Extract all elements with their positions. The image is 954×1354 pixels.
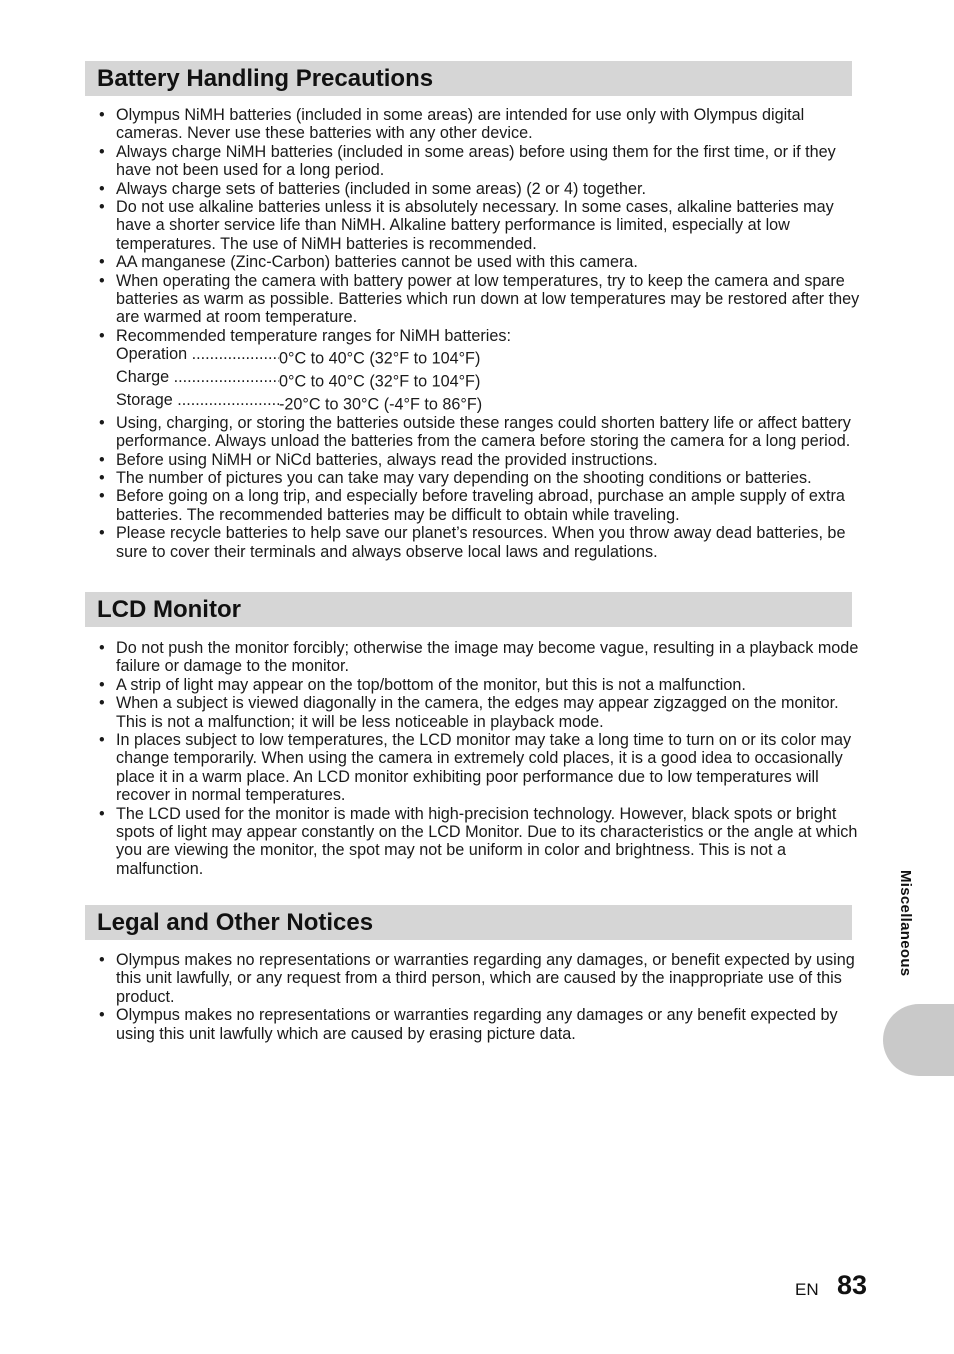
list-item: • The number of pictures you can take may vary depending on the shooting conditions or batteries. xyxy=(85,469,867,487)
list-item: • Olympus makes no representations or warranties regarding any damages or any benefit expected by using this unit lawfully which are caused by erasing picture data. xyxy=(85,1006,867,1043)
list-item: • When operating the camera with battery power at low temperatures, try to keep the camera and spare batteries as warm as possible. Batteries which run down at low temperatures may be restored after they are warmed at room temperature. xyxy=(85,272,867,327)
lcd-section xyxy=(85,592,867,878)
list-item: • Olympus makes no representations or warranties regarding any damages, or benefit expected by using this unit lawfully, or any request from a third person, which are caused by the inappropriate use of this product. xyxy=(85,951,867,1006)
lcd-list xyxy=(85,639,867,878)
list-item: • Olympus NiMH batteries (included in some areas) are intended for use only with Olympus digital cameras. Never use these batteries with any other device. xyxy=(85,106,867,143)
temperature-value: 0°C to 40°C (32°F to 104°F) xyxy=(279,349,481,368)
page-number: 83 xyxy=(837,1270,868,1300)
list-item: • Always charge sets of batteries (included in some areas) (2 or 4) together. xyxy=(85,180,867,198)
temperature-row-operation xyxy=(116,345,867,368)
legal-list xyxy=(85,951,867,1043)
battery-list xyxy=(85,106,867,561)
list-item: • A strip of light may appear on the top/bottom of the monitor, but this is not a malfunction. xyxy=(85,676,867,694)
list-item: • Before going on a long trip, and especially before traveling abroad, purchase an ample supply of extra batteries. The recommended batteries may be difficult to obtain while traveling. xyxy=(85,487,867,524)
list-item: • Always charge NiMH batteries (included in some areas) before using them for the first time, or if they have not been used for a long period. xyxy=(85,143,867,180)
list-item: • Using, charging, or storing the batteries outside these ranges could shorten battery life or affect battery performance. Always unload the batteries from the camera before storing the camera for a long period. xyxy=(85,414,867,451)
lcd-section-title: LCD Monitor xyxy=(85,592,852,627)
chapter-tab-label: Miscellaneous xyxy=(897,870,914,977)
temperature-row-charge xyxy=(116,368,867,391)
temperature-value: 0°C to 40°C (32°F to 104°F) xyxy=(279,372,481,391)
temperature-value: -20°C to 30°C (-4°F to 86°F) xyxy=(279,395,483,414)
list-item: • Do not use alkaline batteries unless it is absolutely necessary. In some cases, alkaline batteries may have a shorter service life than NiMH. Alkaline battery performance is limited, especially at low temperatures. The use of NiMH batteries is recommended. xyxy=(85,198,867,253)
battery-section-title: Battery Handling Precautions xyxy=(85,61,852,96)
list-item: • When a subject is viewed diagonally in the camera, the edges may appear zigzagged on the monitor. This is not a malfunction; it will be less noticeable in playback mode. xyxy=(85,694,867,731)
list-item: • Please recycle batteries to help save our planet’s resources. When you throw away dead batteries, be sure to cover their terminals and always observe local laws and regulations. xyxy=(85,524,867,561)
temperature-label: Operation xyxy=(116,345,188,364)
list-item: • The LCD used for the monitor is made with high-precision technology. However, black spots or bright spots of light may appear constantly on the LCD Monitor. Due to its characteristics or the angle at which you are viewing the monitor, the spot may not be uniform in color and brightness. This is not a malfunction. xyxy=(85,805,867,879)
legal-section-title: Legal and Other Notices xyxy=(85,905,852,940)
list-item: • Do not push the monitor forcibly; otherwise the image may become vague, resulting in a playback mode failure or damage to the monitor. xyxy=(85,639,867,676)
temperature-intro: Recommended temperature ranges for NiMH batteries: xyxy=(116,326,511,345)
list-item: • In places subject to low temperatures, the LCD monitor may take a long time to turn on or its color may change temporarily. When using the camera in extremely cold places, it is a good idea to occasionally place it in a warm place. An LCD monitor exhibiting poor performance due to low temperatures will recover in normal temperatures. xyxy=(85,731,867,805)
temperature-label: Storage xyxy=(116,390,173,409)
temperature-row-storage xyxy=(116,391,867,414)
battery-section xyxy=(85,61,867,561)
chapter-tab xyxy=(883,1004,954,1076)
legal-section xyxy=(85,905,867,1043)
temperature-list-item xyxy=(85,327,867,414)
list-item: • Before using NiMH or NiCd batteries, always read the provided instructions. xyxy=(85,451,867,469)
list-item: • AA manganese (Zinc-Carbon) batteries cannot be used with this camera. xyxy=(85,253,867,271)
temperature-label: Charge xyxy=(116,368,170,387)
language-label: EN xyxy=(795,1280,819,1299)
